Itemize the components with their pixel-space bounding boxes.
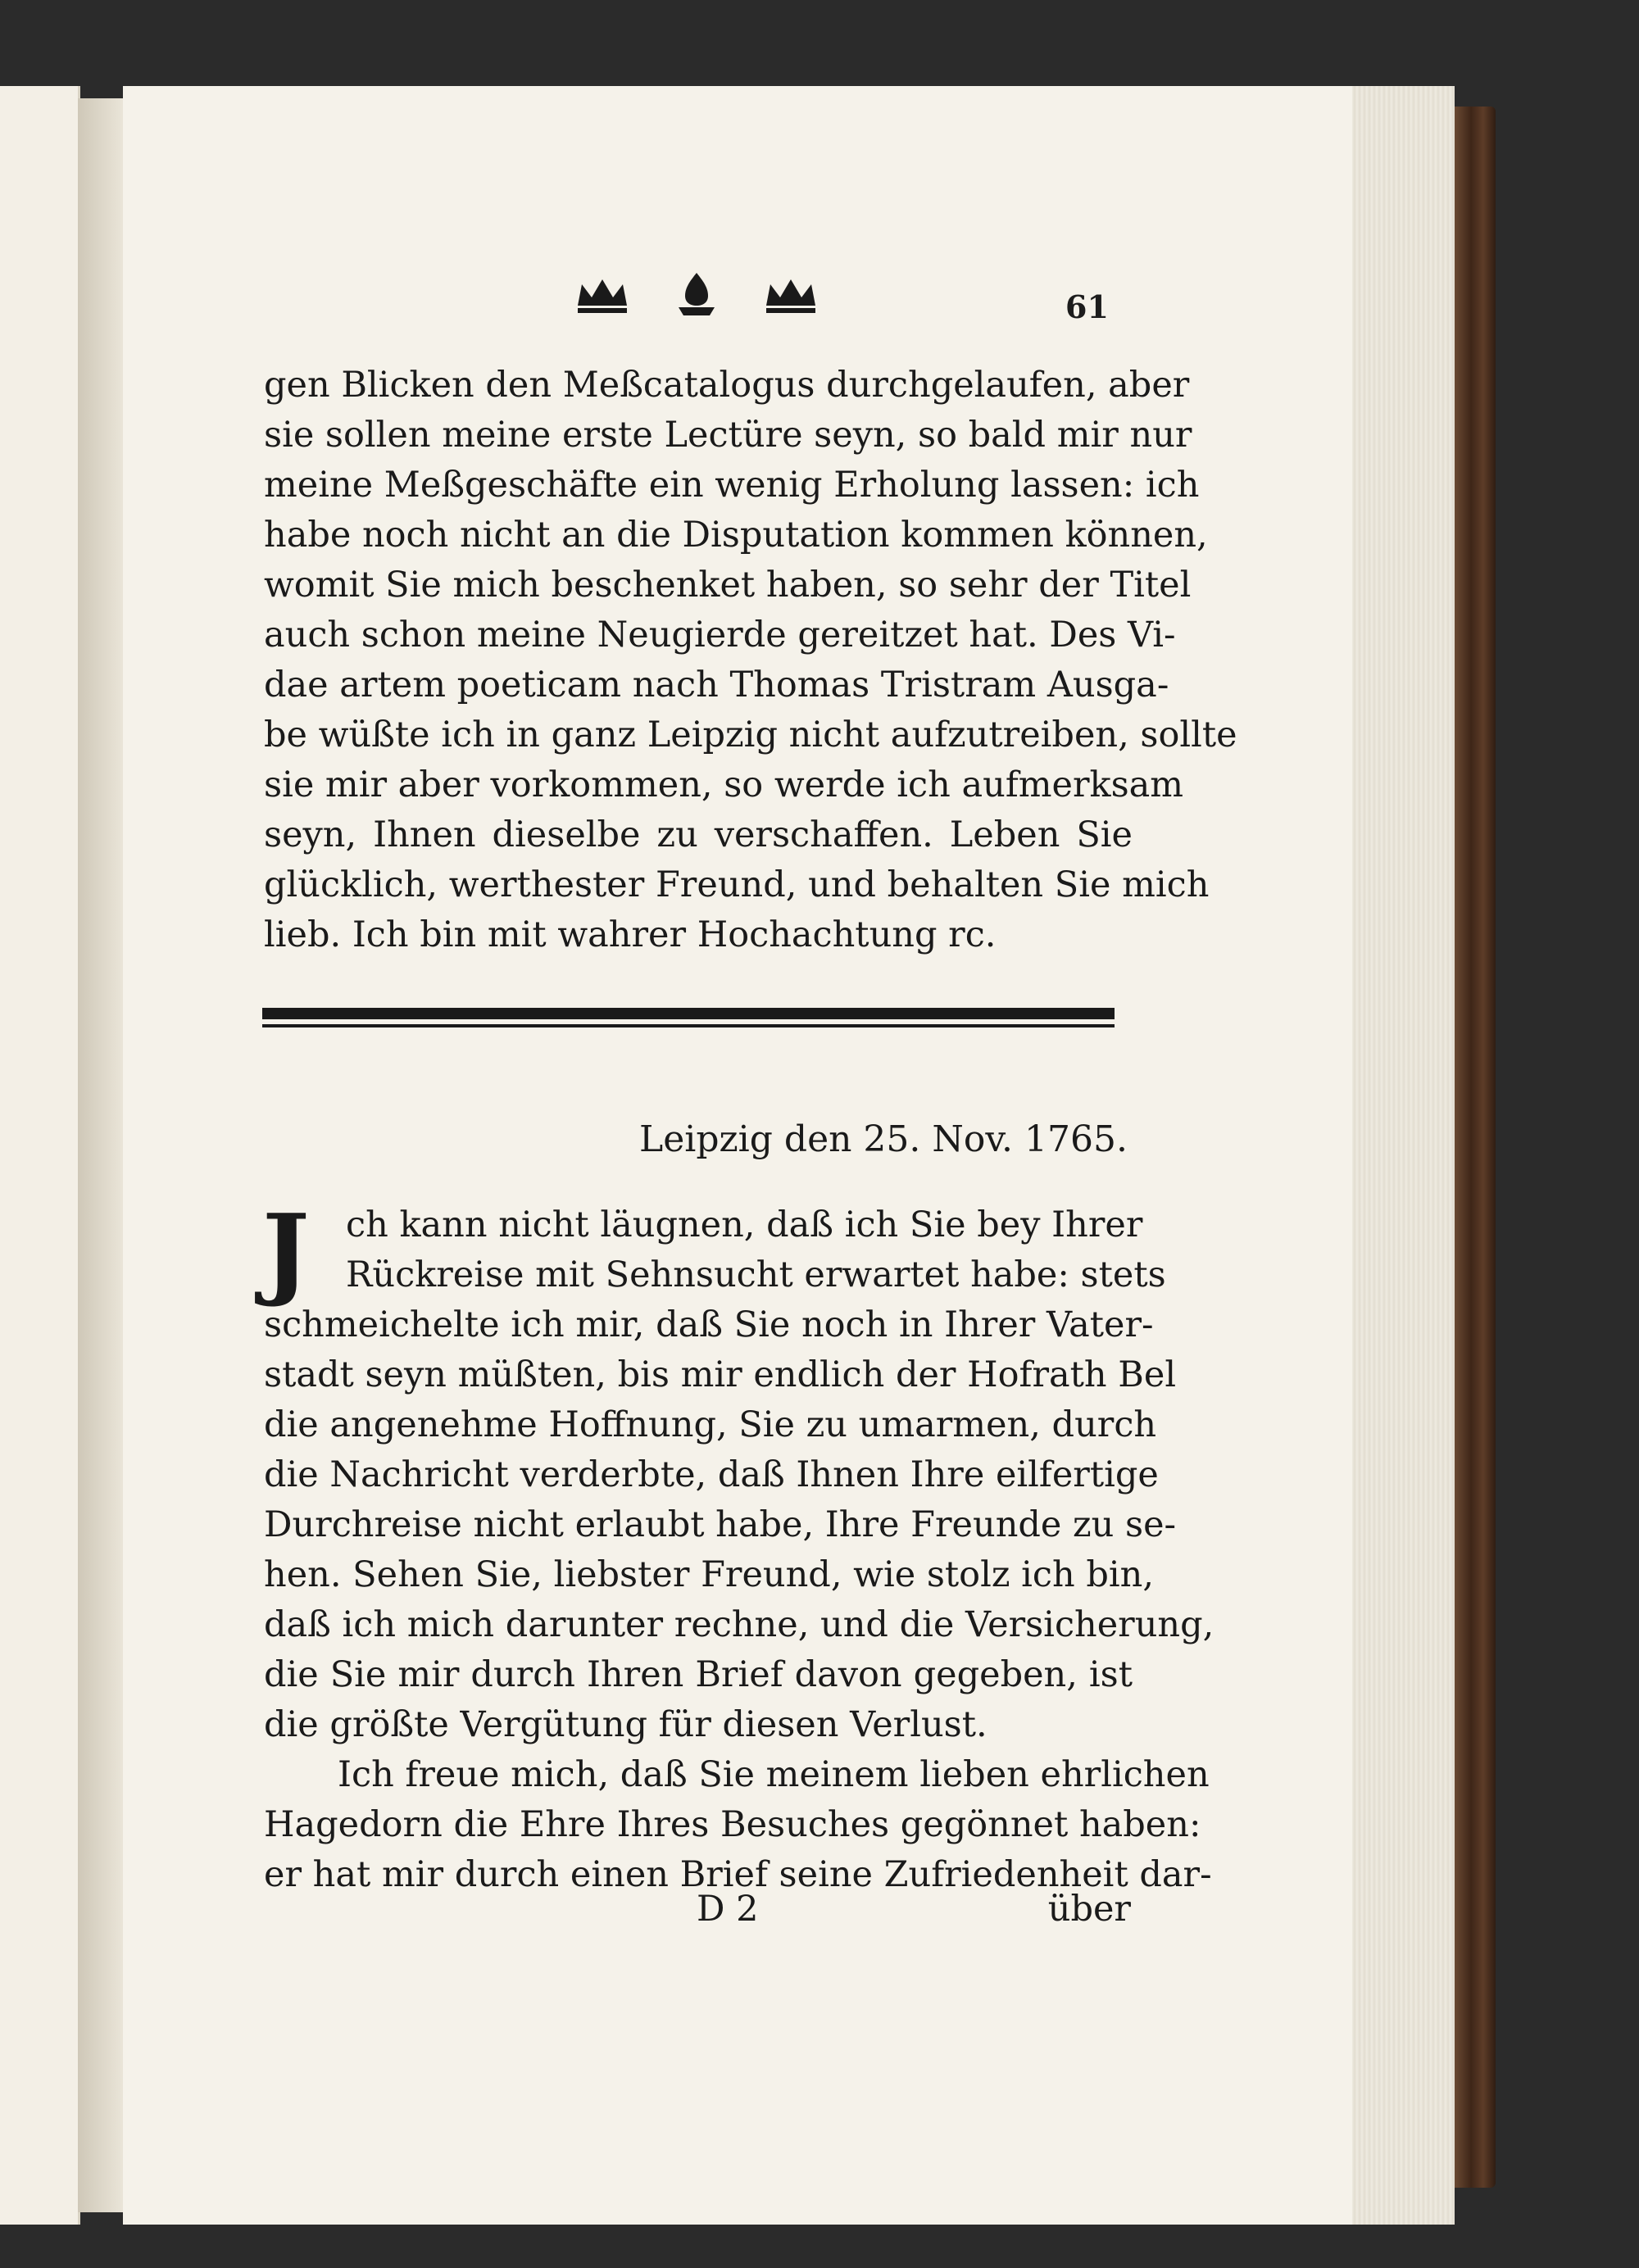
text-line: Hagedorn die Ehre Ihres Besuches gegönnet haben: — [264, 1804, 1201, 1845]
text-line: er hat mir durch einen Brief seine Zufriedenheit dar- — [264, 1854, 1212, 1895]
book-cover-edge — [1455, 107, 1496, 2188]
text-line: die Nachricht verderbte, daß Ihnen Ihre eilfertige — [264, 1454, 1159, 1495]
text-line: gen Blicken den Meßcatalogus durchgelaufen, aber — [264, 365, 1190, 406]
text-line: be wüßte ich in ganz Leipzig nicht aufzutreiben, sollte — [264, 714, 1237, 755]
section-divider-rule — [262, 1008, 1115, 1031]
text-line: auch schon meine Neugierde gereitzet hat. Des Vi- — [264, 615, 1176, 655]
text-line: womit Sie mich beschenket haben, so sehr der Titel — [264, 565, 1192, 606]
text-line: die angenehme Hoffnung, Sie zu umarmen, durch — [264, 1404, 1157, 1445]
header-ornament — [574, 266, 820, 324]
text-line: stadt seyn müßten, bis mir endlich der Hofrath Bel — [264, 1354, 1177, 1395]
text-line: sie mir aber vorkommen, so werde ich aufmerksam — [264, 764, 1184, 805]
crown-ornament-icon — [762, 274, 820, 315]
new-letter-text — [262, 1191, 1214, 1900]
text-line: die größte Vergütung für diesen Verlust. — [264, 1704, 987, 1745]
text-line: Durchreise nicht erlaubt habe, Ihre Freunde zu se- — [264, 1504, 1177, 1545]
letter-dateline: Leipzig den 25. Nov. 1765. — [639, 1118, 1128, 1160]
drop-capital: J — [262, 1191, 310, 1309]
signature-mark: D 2 — [697, 1889, 759, 1930]
text-line: daß ich mich darunter rechne, und die Versicherung, — [264, 1604, 1214, 1645]
text-line: meine Meßgeschäfte ein wenig Erholung lassen: ich — [264, 465, 1200, 506]
left-page — [0, 86, 80, 2225]
page-number: 61 — [1065, 288, 1109, 325]
text-line: lieb. Ich bin mit wahrer Hochachtung rc. — [264, 914, 997, 955]
crown-ornament-icon — [574, 274, 631, 315]
text-line: seyn, Ihnen dieselbe zu verschaffen. Leben Sie — [264, 814, 1133, 855]
catchword: über — [1047, 1889, 1131, 1930]
text-line: hen. Sehen Sie, liebster Freund, wie stolz ich bin, — [264, 1554, 1154, 1595]
text-line: dae artem poeticam nach Thomas Tristram Ausga- — [264, 665, 1169, 705]
text-line: schmeichelte ich mir, daß Sie noch in Ihrer Vater- — [264, 1304, 1154, 1345]
text-line: Rückreise mit Sehnsucht erwartet habe: stets — [346, 1254, 1166, 1295]
text-line: glücklich, werthester Freund, und behalten Sie mich — [264, 864, 1210, 905]
text-line: habe noch nicht an die Disputation kommen können, — [264, 515, 1208, 556]
text-line: Ich freue mich, daß Sie meinem lieben ehrlichen — [338, 1754, 1210, 1795]
text-line: sie sollen meine erste Lectüre seyn, so bald mir nur — [264, 415, 1192, 456]
text-line: ch kann nicht läugnen, daß ich Sie bey Ihrer — [346, 1204, 1143, 1245]
book-gutter — [78, 98, 127, 2212]
fleuron-ornament-icon — [674, 270, 720, 320]
page-footer — [262, 1885, 1131, 1935]
continued-letter-text — [264, 361, 1237, 960]
page-edges — [1352, 86, 1455, 2225]
text-line: die Sie mir durch Ihren Brief davon gegeben, ist — [264, 1654, 1133, 1695]
